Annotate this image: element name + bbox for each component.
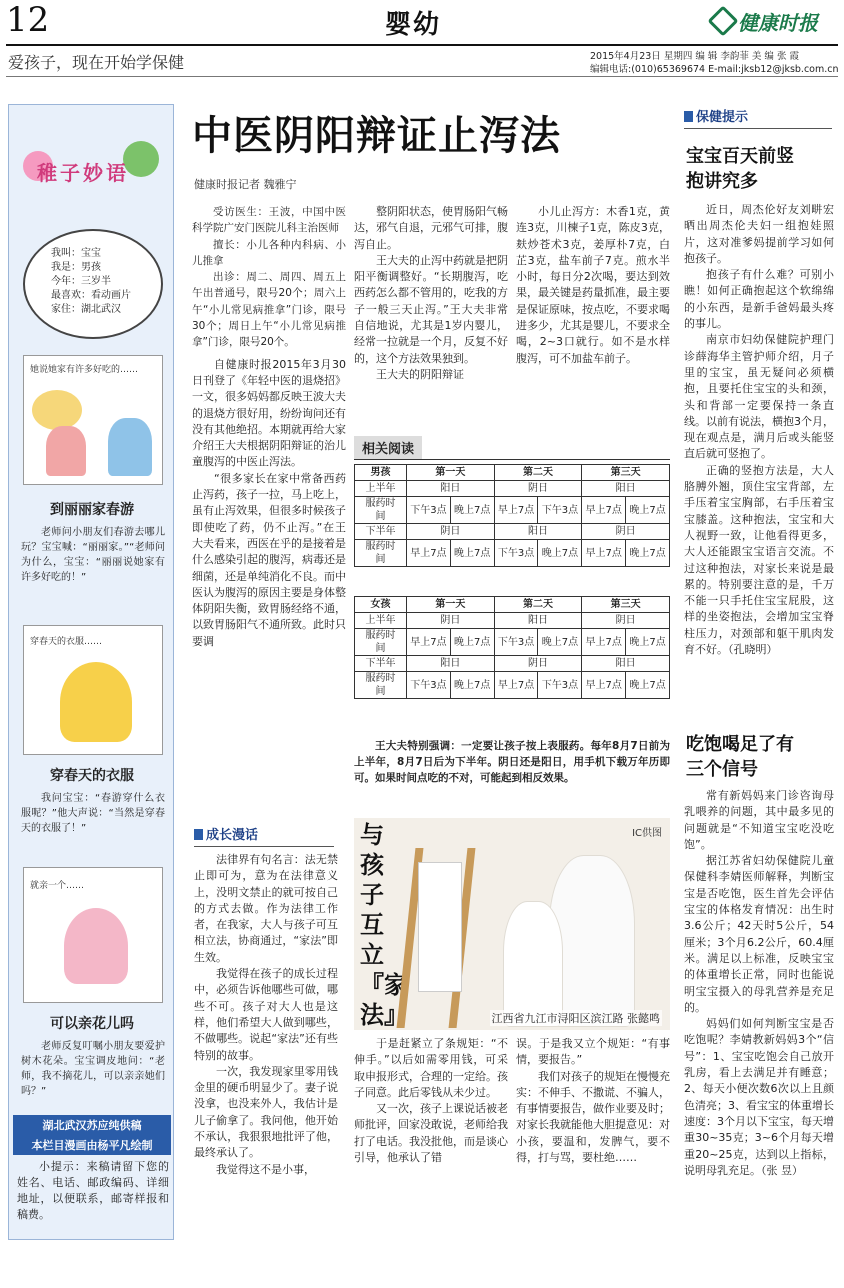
cartoon-1-caption: 她说她家有许多好吃的……	[30, 365, 139, 375]
profile-line: 今年：三岁半	[51, 276, 111, 287]
table-day: 第一天	[407, 465, 495, 481]
table-half-year: 下半年	[355, 656, 407, 672]
growth-paragraph: 于是赶紧立了条规矩：“不伸手。”以后如需零用钱，可采取申报形式，合理的一定给。孩子同意。此后零钱从未少过。	[354, 1037, 508, 1099]
table-time: 早上7点	[582, 540, 626, 567]
table-yinyang: 阴日	[582, 613, 670, 629]
article-paragraph: 自健康时报2015年3月30日刊登了《年轻中医的退烧招》一文，很多妈妈都反映王波大夫的退烧方很好用，纷纷询问还有没有其他绝招。本期就再给大家介绍王大夫根据阴阳辩证的治儿童腹泻的中医止泻法。	[192, 357, 346, 469]
story-1-title: 到丽丽家春游	[50, 502, 134, 518]
table-time: 下午3点	[494, 540, 538, 567]
table-time: 下午3点	[494, 629, 538, 656]
slogan: 爱孩子，现在开始学保健	[8, 53, 185, 72]
credit-illustrator: 本栏目漫画由杨平凡绘制	[13, 1135, 171, 1155]
photo-title: 与孩子互立『家法』	[360, 820, 408, 1029]
profile-line: 我叫：宝宝	[51, 248, 101, 259]
right-paragraph: 南京市妇幼保健院护理门诊薛海华主管护师介绍，月子里的宝宝，虽无疑问必须横抱，且要托住宝宝的头和颈，头和背部一定要保持一条直线。以前有说法，横抱3个月，现在观点是，满月后或头能竖直后就可竖抱了。	[684, 333, 834, 461]
logo-text: 健康时报	[738, 10, 818, 35]
table-half-year: 上半年	[355, 481, 407, 497]
profile-line: 家住：湖北武汉	[51, 304, 121, 315]
growth-paragraph: 误。于是我又立个规矩：“有事情，要报告。”	[516, 1037, 670, 1067]
article-column-2	[354, 204, 508, 383]
doctor-specialty: 擅长：小儿各种内科病、小儿推拿	[192, 238, 346, 267]
table-time: 早上7点	[582, 497, 626, 524]
profile-line: 我是：男孩	[51, 262, 101, 273]
table-time: 晚上7点	[626, 672, 670, 699]
growth-section-header	[194, 824, 334, 847]
section-marker-icon	[194, 829, 203, 840]
girl-schedule-table	[354, 596, 670, 699]
health-tips-label: 保健提示	[696, 110, 749, 125]
growth-paragraph: 我觉得在孩子的成长过程中，必须告诉他哪些可做，哪些不可。孩子对大人也是这样，他们希望大人做到哪些，不做哪些。说起“家法”还有些特别的故事。	[194, 967, 338, 1062]
table-time: 晚上7点	[538, 629, 582, 656]
table-yinyang: 阳日	[582, 656, 670, 672]
header-rule	[6, 44, 838, 46]
sidebar-logo-label: 稚子妙语	[37, 161, 129, 185]
story-3-title: 可以亲花儿吗	[50, 1016, 134, 1032]
table-time: 早上7点	[582, 672, 626, 699]
newspaper-logo	[712, 6, 818, 36]
cartoon-3	[23, 867, 163, 1003]
child-in-hat-illustration	[60, 662, 132, 742]
right-paragraph: 近日，周杰伦好友刘畊宏晒出周杰伦夫妇一组抱娃照片，这对准爹妈提前学习如何抱孩子。	[684, 203, 834, 265]
table-time: 晚上7点	[626, 540, 670, 567]
growth-section-label: 成长漫话	[206, 828, 259, 843]
right-article-1	[684, 202, 834, 658]
table-time: 晚上7点	[450, 629, 494, 656]
right-paragraph: 常有新妈妈来门诊咨询母乳喂养的问题，其中最多见的问题就是“不知道宝宝吃没吃饱”。	[684, 789, 834, 851]
child-with-flower-illustration	[64, 908, 128, 984]
cartoon-2-caption: 穿春天的衣服……	[30, 637, 103, 647]
related-reading-label	[354, 436, 670, 460]
section-title: 婴幼	[385, 10, 442, 40]
growth-column-1	[194, 852, 338, 1178]
table-day: 第一天	[407, 597, 495, 613]
story-2-title: 穿春天的衣服	[50, 768, 134, 784]
table-yinyang: 阳日	[582, 481, 670, 497]
related-reading-title: 相关阅读	[354, 436, 422, 459]
table-yinyang: 阴日	[407, 613, 495, 629]
growth-paragraph: 一次，我发现家里零用钱金里的硬币明显少了。妻子说没拿，也没来外人，我估计是儿子偷拿了。我问他，他开始不承认，我狠狠地批评了他，最终承认了。	[194, 1064, 338, 1160]
table-gender: 女孩	[355, 597, 407, 613]
table-yinyang: 阳日	[407, 656, 495, 672]
article-paragraph: 小儿止泻方：木香1克，黄连3克，川楝子1克，陈皮3克，麸炒苍术3克，姜厚朴7克，白芷3克，盐车前子7克。煎水半小时，每日分2次喝，要达到效果，最关键是药量抓准，最主要是保证原味，按点吃，不要求喝进多少，尤其是婴儿，不要求全喝，2~3口就行。如不是水样腹泻，可不加盐车前子。	[516, 205, 670, 365]
growth-paragraph: 我觉得这不是小事，	[216, 1162, 315, 1176]
table-time: 下午3点	[407, 497, 451, 524]
table-time: 晚上7点	[538, 540, 582, 567]
table-time-label: 服药时间	[355, 629, 407, 656]
table-time: 晚上7点	[626, 629, 670, 656]
table-day: 第二天	[494, 465, 582, 481]
right-paragraph: 妈妈们如何判断宝宝是否吃饱呢？李婧教新妈妈3个“信号”：1、宝宝吃饱会自己放开乳房，看上去满足并有睡意；2、每天小便次数6次以上且颜色清亮；3、看宝宝的体重增长速度：3个月以下宝宝，每天增重30~35克；3~6个月每天增重20~25克，达到以上指标，说明母乳充足。（张 昱）	[684, 1017, 834, 1177]
table-half-year: 上半年	[355, 613, 407, 629]
table-time: 早上7点	[582, 629, 626, 656]
table-time: 晚上7点	[450, 497, 494, 524]
growth-paragraph: 又一次，孩子上课说话被老师批评，回家没敢说，老师给我打了电话。我没批他，而是谈心引导，他承认了错	[354, 1102, 508, 1165]
table-time: 早上7点	[407, 629, 451, 656]
section-marker-icon	[684, 111, 693, 122]
masthead	[0, 0, 844, 80]
table-day: 第三天	[582, 597, 670, 613]
article-paragraph: 整阴阳状态，使胃肠阳气畅达，邪气自退，元邪气可排，腹泻自止。	[354, 205, 508, 251]
table-time: 下午3点	[538, 497, 582, 524]
article-2-title: 吃饱喝足了有三个信号	[686, 734, 794, 780]
table-gender: 男孩	[355, 465, 407, 481]
doctor-info: 受访医生：王波，中国中医科学院广安门医院儿科主治医师	[192, 206, 346, 235]
photo-author: 江西省九江市浔阳区滨江路 张懿鸣	[491, 1012, 660, 1025]
fruit-illustration	[32, 390, 82, 430]
table-time: 下午3点	[538, 672, 582, 699]
right-paragraph: 据江苏省妇幼保健院儿童保健科李婧医师解释，判断宝宝是否吃饱，医生首先会评估宝宝的体格发育情况：出生时3.6公斤；42天时5公斤，54厘米；3个月6.2公斤，60.4厘米。满足以上标准，反映宝宝的体重增长正常，同时也能说明宝宝摄入的母乳营养是充足的。	[684, 854, 834, 1014]
story-2-text: 我问宝宝：“春游穿什么衣服呢？”他大声说：“当然是穿春天的衣服了！”	[21, 793, 165, 834]
boy-schedule-table	[354, 464, 670, 567]
cartoon-3-caption: 就亲一个……	[30, 881, 85, 891]
doctor-schedule: 出诊：周二、周四、周五上午出普通号，限号20个；周六上午“小儿常见病推拿”门诊，限号30个；周日上午“小儿常见病推拿”门诊，限号20个。	[192, 271, 346, 349]
boy-illustration	[108, 418, 152, 476]
girl-illustration	[46, 426, 86, 476]
story-3-text: 老师反复叮嘱小朋友要爱护树木花朵。宝宝调皮地问：“老师，我不摘花儿，可以亲亲她们吗？”	[21, 1041, 165, 1097]
table-day: 第二天	[494, 597, 582, 613]
table-time: 晚上7点	[450, 540, 494, 567]
table-yinyang: 阴日	[582, 524, 670, 540]
header-thin-rule	[6, 76, 838, 77]
table-time-label: 服药时间	[355, 672, 407, 699]
cartoon-2	[23, 625, 163, 755]
article-paragraph: 王大夫的阴阳辩证	[376, 367, 464, 381]
child-figure	[504, 902, 562, 1026]
table-time-label: 服药时间	[355, 497, 407, 524]
article-headline: 中医阴阳辩证止泻法	[192, 112, 561, 159]
issue-meta-line2: 编辑电话:(010)65369674 E-mail:jksb12@jksb.com.cn	[590, 64, 839, 75]
article-byline: 健康时报记者 魏雅宁	[194, 178, 297, 191]
submission-tip: 小提示：来稿请留下您的姓名、电话、邮政编码、详细地址，以便联系，邮寄样报和稿费。	[17, 1160, 169, 1221]
logo-icon	[707, 5, 738, 36]
drawing-board	[418, 862, 462, 992]
kids-sayings-sidebar	[8, 104, 174, 1240]
table-yinyang: 阳日	[494, 524, 582, 540]
article-1-title: 宝宝百天前竖抱讲究多	[686, 146, 794, 192]
table-day: 第三天	[582, 465, 670, 481]
table-time: 晚上7点	[626, 497, 670, 524]
table-time: 晚上7点	[450, 672, 494, 699]
table-time-label: 服药时间	[355, 540, 407, 567]
table-yinyang: 阳日	[407, 481, 495, 497]
table-time: 早上7点	[494, 672, 538, 699]
growth-column-2	[354, 1036, 508, 1166]
table-yinyang: 阴日	[407, 524, 495, 540]
right-paragraph: 抱孩子有什么难？可别小瞧！如何正确抱起这个软绵绵的小东西，是新手爸妈最头疼的事儿。	[684, 268, 834, 331]
article-paragraph: 王大夫的止泻中药就是把阴阳平衡调整好。“长期腹泻，吃西药怎么都不管用的，吃我的方子一般三天止泻。”王大夫非常自信地说，尤其是1岁内婴儿，经常一拉就是一个月，反复不好的，这个方法效果独到。	[354, 253, 508, 365]
growth-photo	[354, 818, 670, 1030]
table-time: 下午3点	[407, 672, 451, 699]
growth-column-3	[516, 1036, 670, 1166]
article-paragraph: “很多家长在家中常备西药止泻药，孩子一拉，马上吃上，虽有止泻效果，但很多时候孩子即使吃了药，仍不止泻。”在王大夫看来，西医在乎的是接着是什么感染引起的腹泻，病毒还是细菌，还是单纯消化不良。而中医认为腹泻的原因主要是身体整体阴阳失衡，致胃肠经络不通，以致胃肠阳气不通所致。此时只要调	[192, 471, 346, 648]
article-column-3	[516, 204, 670, 367]
table-yinyang: 阴日	[494, 481, 582, 497]
mother-figure	[550, 856, 634, 1026]
cartoon-1	[23, 355, 163, 485]
profile-card	[23, 229, 163, 339]
dosage-emphasis: 王大夫特别强调：一定要让孩子按上表服药。每年8月7日前为上半年，8月7日后为下半年。阴日还是阳日，用手机下载万年历即可。如果时间点吃的不对，可能起到相反效果。	[354, 740, 670, 784]
issue-meta-line1: 2015年4月23日 星期四 编 辑 李韵菲 美 编 张 霞	[590, 51, 799, 62]
table-yinyang: 阳日	[494, 613, 582, 629]
growth-paragraph: 我们对孩子的规矩在慢慢充实：不伸手、不撒谎、不骗人，有事情要报告，做作业要及时；对家长我就能他大胆提意见：对小孩，要温和，发脾气，要不得，打与骂，要杜绝……	[516, 1069, 670, 1165]
table-half-year: 下半年	[355, 524, 407, 540]
health-tips-header	[684, 106, 832, 129]
right-paragraph: 正确的竖抱方法是，大人胳膊外翘，顶住宝宝背部，左手压着宝宝胸部，右手压着宝宝膝盖。这种抱法，宝宝和大人视野一致，让他看得更多，大人还能跟宝宝语言交流。不过这种抱法，对家长来说是最累的。特别要注意的是，千万不能一只手托住宝宝屁股，这样的坐姿抱法，会增加宝宝脊柱压力，对颈部和躯干肌肉发育不好。（孔晓明）	[684, 463, 834, 657]
sidebar-logo	[19, 141, 165, 201]
table-time: 早上7点	[494, 497, 538, 524]
story-1-text: 老师问小朋友们春游去哪儿玩？宝宝喊：“丽丽家。”“老师问为什么，宝宝：“丽丽说她家有许多好吃的！”	[21, 527, 165, 583]
table-yinyang: 阴日	[494, 656, 582, 672]
credit-contributor: 湖北武汉苏应纯供稿	[13, 1115, 171, 1135]
article-column-1	[192, 204, 346, 650]
table-time: 早上7点	[407, 540, 451, 567]
profile-line: 最喜欢：看动画片	[51, 290, 131, 301]
page-number: 12	[6, 0, 50, 40]
right-article-2	[684, 788, 834, 1179]
growth-paragraph: 法律界有句名言：法无禁止即可为，意为在法律意义上，没明文禁止的就可按自己的方式去做。作为法律工作者，在我家，大人与孩子可互相立法，协商通过，“家法”即生效。	[194, 853, 338, 964]
photo-credit: IC供图	[632, 828, 662, 839]
